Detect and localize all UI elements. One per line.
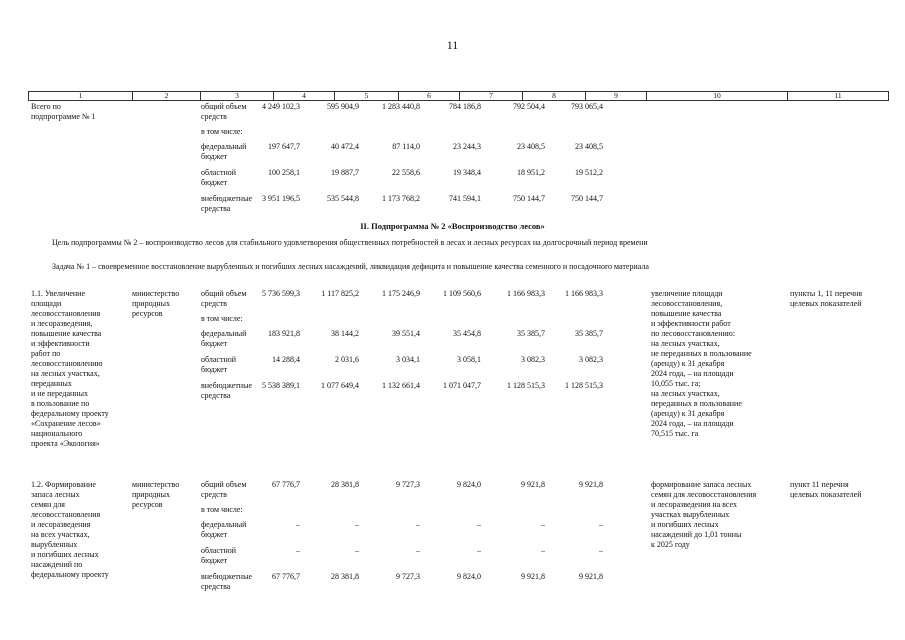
funding-value: 28 381,8 <box>331 480 359 489</box>
expected-result: увеличение площади лесовосстановления, повышение качества и эффективности работ по лесовосстановлению: на лесных участках, не переданных в пользование (аренду) к 31 декабря 2024 года, – на площади 10,055 тыс. га; на лесных участках, переданных в пользование (аренду) к 31 декабря 2024 года, – на площади 70,515 тыс. га <box>651 289 752 438</box>
funding-value: 3 951 196,5 <box>262 194 300 203</box>
funding-value: 4 249 102,3 <box>262 102 300 111</box>
funding-value: 19 348,4 <box>453 168 481 177</box>
funding-value: 14 288,4 <box>272 355 300 364</box>
header-cell: 9 <box>586 92 647 101</box>
funding-value: 5 736 599,3 <box>262 289 300 298</box>
funding-value: 1 117 825,2 <box>321 289 359 298</box>
header-cell: 11 <box>788 92 889 101</box>
funding-value: 197 647,7 <box>268 142 300 151</box>
responsible-executor: министерство природных ресурсов <box>132 480 180 509</box>
funding-value: 183 921,8 <box>268 329 300 338</box>
funding-value: 35 385,7 <box>517 329 545 338</box>
page-number: 11 <box>446 38 459 52</box>
column-header-row <box>28 91 889 101</box>
target-indicators: пункт 11 перечня целевых показателей <box>790 480 862 499</box>
funding-value: – <box>541 546 545 555</box>
funding-value: 9 921,8 <box>579 572 603 581</box>
funding-source-label: областной бюджет <box>201 355 237 374</box>
header-cell: 2 <box>133 92 201 101</box>
expected-result: формирование запаса лесных семян для лесовосстановления и лесоразведения на всех участках вырубленных и погибших лесных насаждений до 1,01 тонны к 2025 году <box>651 480 757 549</box>
header-cell: 6 <box>399 92 460 101</box>
funding-value: 1 166 983,3 <box>565 289 603 298</box>
funding-value: – <box>477 546 481 555</box>
funding-value: 535 544,8 <box>327 194 359 203</box>
funding-value: 9 921,8 <box>521 572 545 581</box>
funding-value: 35 385,7 <box>575 329 603 338</box>
funding-value: 18 951,2 <box>517 168 545 177</box>
funding-value: – <box>355 520 359 529</box>
funding-value: 3 082,3 <box>521 355 545 364</box>
row-title: Всего по подпрограмме № 1 <box>31 102 96 121</box>
funding-value: 750 144,7 <box>571 194 603 203</box>
funding-source-label: федеральный бюджет <box>201 142 247 161</box>
funding-value: – <box>599 546 603 555</box>
goal-text: Цель подпрограммы № 2 – воспроизводство лесов для стабильного удовлетворения общественных потребностей в лесах и лесных ресурсах на долгосрочный период времени <box>52 238 648 247</box>
funding-value: 1 173 768,2 <box>382 194 420 203</box>
funding-value: 784 186,8 <box>449 102 481 111</box>
funding-value: 1 128 515,3 <box>507 381 545 390</box>
funding-value: 67 776,7 <box>272 480 300 489</box>
funding-source-label: в том числе: <box>201 505 243 514</box>
funding-source-label: в том числе: <box>201 314 243 323</box>
funding-value: 19 887,7 <box>331 168 359 177</box>
row-title: 1.2. Формирование запаса лесных семян для лесовосстановления и лесоразведения на всех участках, вырубленных и погибших лесных насаждений по федеральному проекту <box>31 480 109 579</box>
responsible-executor: министерство природных ресурсов <box>132 289 180 318</box>
funding-value: 40 472,4 <box>331 142 359 151</box>
funding-value: 1 283 440,8 <box>382 102 420 111</box>
funding-value: 9 824,0 <box>457 572 481 581</box>
funding-value: 23 408,5 <box>517 142 545 151</box>
funding-value: 28 381,8 <box>331 572 359 581</box>
funding-value: 1 128 515,3 <box>565 381 603 390</box>
funding-value: 22 558,6 <box>392 168 420 177</box>
funding-value: 595 904,9 <box>327 102 359 111</box>
funding-source-label: внебюджетные средства <box>201 194 252 213</box>
header-cell: 1 <box>29 92 133 101</box>
funding-value: – <box>477 520 481 529</box>
header-cell: 3 <box>201 92 274 101</box>
funding-source-label: федеральный бюджет <box>201 520 247 539</box>
funding-value: 9 727,3 <box>396 572 420 581</box>
funding-source-label: внебюджетные средства <box>201 572 252 591</box>
funding-value: 741 594,1 <box>449 194 481 203</box>
row-title: 1.1. Увеличение площади лесовосстановления и лесоразведения, повышение качества и эффективности работ по лесовосстановлению на лесных участках, переданных и не переданных в пользование по федеральному проекту «Сохранение лесов» национального проекта «Экология» <box>31 289 109 448</box>
funding-source-label: областной бюджет <box>201 168 237 187</box>
funding-value: – <box>541 520 545 529</box>
funding-source-label: федеральный бюджет <box>201 329 247 348</box>
funding-value: 750 144,7 <box>513 194 545 203</box>
funding-value: 9 727,3 <box>396 480 420 489</box>
funding-value: 23 408,5 <box>575 142 603 151</box>
funding-source-label: в том числе: <box>201 127 243 136</box>
funding-value: 1 132 661,4 <box>382 381 420 390</box>
funding-source-label: внебюджетные средства <box>201 381 252 400</box>
funding-source-label: общий объем средств <box>201 480 247 499</box>
funding-value: – <box>599 520 603 529</box>
funding-value: 19 512,2 <box>575 168 603 177</box>
funding-value: 9 921,8 <box>521 480 545 489</box>
funding-value: 35 454,8 <box>453 329 481 338</box>
funding-value: 9 824,0 <box>457 480 481 489</box>
funding-value: 3 058,1 <box>457 355 481 364</box>
funding-value: 87 114,0 <box>392 142 420 151</box>
funding-value: 1 077 649,4 <box>321 381 359 390</box>
funding-value: 38 144,2 <box>331 329 359 338</box>
section-title: II. Подпрограмма № 2 «Воспроизводство лесов» <box>360 221 545 231</box>
task-text: Задача № 1 – своевременное восстановление вырубленных и погибших лесных насаждений, ликвидация дефицита и повышение качества семенного и посадочного материала <box>52 262 649 271</box>
funding-value: 100 258,1 <box>268 168 300 177</box>
funding-source-label: общий объем средств <box>201 102 247 121</box>
header-cell: 10 <box>647 92 788 101</box>
funding-value: 67 776,7 <box>272 572 300 581</box>
funding-value: 5 538 389,1 <box>262 381 300 390</box>
funding-value: – <box>296 520 300 529</box>
funding-value: 3 082,3 <box>579 355 603 364</box>
funding-value: – <box>416 520 420 529</box>
funding-value: – <box>355 546 359 555</box>
funding-value: 9 921,8 <box>579 480 603 489</box>
funding-value: – <box>416 546 420 555</box>
funding-value: 39 551,4 <box>392 329 420 338</box>
funding-source-label: общий объем средств <box>201 289 247 308</box>
funding-value: – <box>296 546 300 555</box>
funding-value: 1 109 560,6 <box>443 289 481 298</box>
funding-source-label: областной бюджет <box>201 546 237 565</box>
funding-value: 1 166 983,3 <box>507 289 545 298</box>
header-cell: 4 <box>274 92 335 101</box>
header-cell: 5 <box>335 92 399 101</box>
funding-value: 1 175 246,9 <box>382 289 420 298</box>
funding-value: 23 244,3 <box>453 142 481 151</box>
funding-value: 793 065,4 <box>571 102 603 111</box>
header-cell: 7 <box>460 92 523 101</box>
funding-value: 3 034,1 <box>396 355 420 364</box>
funding-value: 792 504,4 <box>513 102 545 111</box>
funding-value: 2 031,6 <box>335 355 359 364</box>
funding-value: 1 071 047,7 <box>443 381 481 390</box>
header-cell: 8 <box>523 92 586 101</box>
target-indicators: пункты 1, 11 перечня целевых показателей <box>790 289 863 308</box>
